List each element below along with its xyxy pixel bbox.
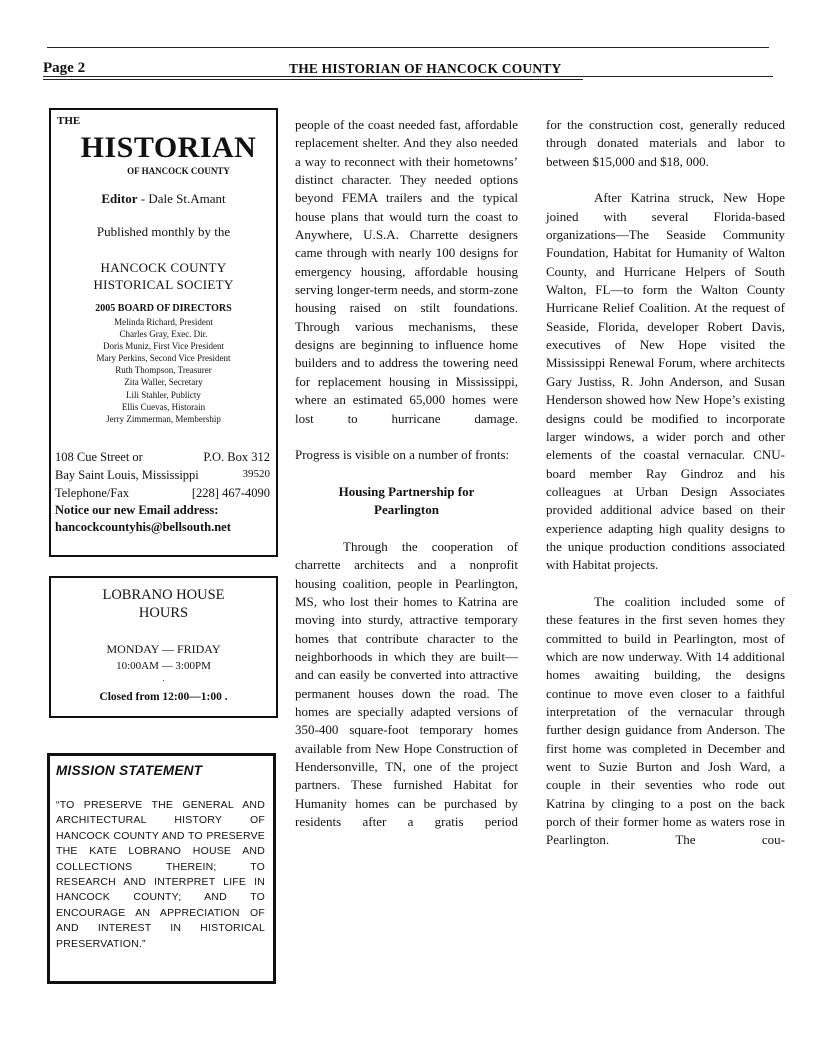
masthead-box bbox=[49, 108, 278, 557]
editor-name: - Dale St.Amant bbox=[137, 191, 226, 206]
board-member: Doris Muniz, First Vice President bbox=[102, 341, 225, 352]
address-city: Bay Saint Louis, Mississippi bbox=[55, 468, 199, 482]
article-paragraph: people of the coast needed fast, affordable replacement shelter. And they also needed a way to reconnect with their hometowns’ distinct character. They needed options beyond FEMA trailers and the typical house plans that would turn the coast to Anywhere, U.S.A. Charrette designers came through with nearly 100 designs for emergency housing, affordable housing serving longer-term needs, and storm-zone housing raised on stilt foundations. Through various mechanisms, these designs are beginning to influence home builders and to address the towering need for replacement housing in Mississippi, where an estimated 65,000 homes were lost to hurricane damage. bbox=[295, 117, 518, 426]
article-paragraph: Through the cooperation of charrette architects and a nonprofit housing coalition, people in Pearlington, MS, who lost their homes to Katrina are moving into sturdy, attractive temporary homes that contribute character to the neighborhoods in which they are built—and can easily be converted into attractive permanent houses down the road. The homes are specially adapted versions of 350-400 square-foot temporary homes available from New Hope Construction of Hendersonville, TN, one of the project partners. These furnished Habitat for Humanity homes can be purchased by residents after a gratis period bbox=[295, 538, 518, 830]
board-member: Lili Stahler, Publicty bbox=[126, 389, 201, 400]
hours-box bbox=[49, 576, 278, 718]
email-notice: Notice our new Email address: bbox=[55, 503, 219, 517]
article-paragraph: After Katrina struck, New Hope joined with several Florida-based organizations—The Seaside Community Foundation, Habitat for Humanity of Walton County, and Hurricane Helpers of South Walton, FL—to form the Walton County Hurricane Relief Coalition. At the request of Seaside, Florida, developer Robert Davis, executives of New Hope visited the Mississippi Renewal Forum, where architects Gary Justiss, R. John Anderson, and Susan Henderson showed how New Hope’s existing designs could be modified to incorporate larger windows, a wider porch and other elements of the coastal vernacular. CNU-board member Ray Gindroz and his colleagues at Urban Design Associates provided additional advice based on their experience adapting high quality designs to the unique production conditions associated with Habitat projects. bbox=[546, 190, 785, 573]
running-title: THE HISTORIAN OF HANCOCK COUNTY bbox=[289, 61, 562, 76]
board-member: Charles Gray, Exec. Dir. bbox=[119, 329, 208, 340]
section-heading-line-2: Pearlington bbox=[374, 502, 439, 518]
editor-label: Editor bbox=[101, 191, 138, 206]
hours-closed: Closed from 12:00—1:00 . bbox=[99, 691, 228, 703]
mission-title: MISSION STATEMENT bbox=[56, 763, 203, 778]
board-heading: 2005 BOARD OF DIRECTORS bbox=[95, 303, 232, 314]
masthead-published: Published monthly by the bbox=[96, 224, 231, 239]
society-line-1: HANCOCK COUNTY bbox=[100, 260, 227, 275]
hours-days: MONDAY — FRIDAY bbox=[106, 642, 221, 656]
address-phone-line bbox=[55, 486, 270, 501]
address-zip: 39520 bbox=[242, 468, 270, 480]
board-member: Ellis Cuevas, Historain bbox=[121, 401, 206, 412]
section-heading-line-1: Housing Partnership for bbox=[338, 483, 475, 499]
paragraph-gap bbox=[295, 465, 518, 483]
hours-title-line-1: LOBRANO HOUSE bbox=[102, 587, 225, 603]
hours-title-line-2: HOURS bbox=[138, 605, 189, 621]
board-member: Zita Waller, Secretary bbox=[124, 377, 203, 388]
board-member: Mary Perkins, Second Vice President bbox=[96, 353, 231, 364]
section-heading bbox=[295, 483, 518, 520]
paragraph-gap bbox=[546, 575, 785, 593]
mission-box bbox=[47, 753, 276, 984]
top-rule bbox=[47, 47, 769, 48]
header-rule-inner bbox=[43, 79, 583, 80]
address-street-line bbox=[55, 450, 270, 465]
board-member: Jerry Zimmerman, Membership bbox=[106, 413, 221, 424]
paragraph-gap bbox=[295, 520, 518, 538]
hours-title bbox=[51, 586, 276, 622]
header-rule bbox=[43, 76, 773, 77]
paragraph-gap bbox=[546, 171, 785, 189]
article-paragraph: The coalition included some of these features in the first seven homes they committed to build in Pearlington, most of which are now underway. With 14 additional homes awaiting building, the designs continue to move even closer to a faithful interpretation of the vernacular through further design guidance from Anderson. The first home was completed in December and went to Suzie Burton and Josh Ward, a couple in their seventies who rode out Katrina by clinging to a post on the back porch of their former home as waters rose in Pearlington. The cou- bbox=[546, 593, 785, 848]
article-column-middle bbox=[295, 116, 518, 831]
hours-times: 10:00AM — 3:00PM bbox=[116, 660, 211, 672]
masthead-title: HISTORIAN bbox=[80, 131, 257, 164]
phone-label: Telephone/Fax bbox=[55, 486, 130, 500]
address-po-box: P.O. Box 312 bbox=[203, 450, 270, 464]
mission-text: “TO PRESERVE THE GENERAL AND ARCHITECTURAL HISTORY OF HANCOCK COUNTY AND TO PRESERVE THE KATE LOBRANO HOUSE AND COLLECTIONS THEREIN; TO RESEARCH AND INTERPRET LIFE IN HANCOCK COUNTY; AND TO ENCOURAGE AN APPRECIATION OF AND INTEREST IN HISTORICAL PRESERVATION.” bbox=[56, 799, 265, 950]
board-list bbox=[51, 316, 276, 425]
page-number: Page 2 bbox=[43, 60, 86, 76]
hours-dot: . bbox=[162, 674, 165, 683]
society-line-2: HISTORICAL SOCIETY bbox=[93, 277, 234, 292]
article-column-right bbox=[546, 116, 785, 850]
paragraph-gap bbox=[295, 428, 518, 446]
masthead-editor bbox=[51, 191, 276, 207]
email-address: hancockcountyhis@bellsouth.net bbox=[55, 520, 231, 534]
article-paragraph: Progress is visible on a number of fronts: bbox=[295, 447, 510, 463]
board-member: Melinda Richard, President bbox=[114, 317, 213, 327]
masthead-the: THE bbox=[57, 115, 81, 127]
article-paragraph: for the construction cost, generally reduced through donated materials and labor to between $15,000 and $18, 000. bbox=[546, 117, 785, 169]
masthead-subtitle: OF HANCOCK COUNTY bbox=[127, 166, 230, 176]
board-member: Ruth Thompson, Treasurer bbox=[115, 365, 212, 376]
phone-number: [228] 467-4090 bbox=[191, 486, 270, 500]
address-street: 108 Cue Street or bbox=[55, 450, 143, 464]
masthead-society bbox=[51, 259, 276, 293]
address-city-line bbox=[55, 468, 270, 483]
